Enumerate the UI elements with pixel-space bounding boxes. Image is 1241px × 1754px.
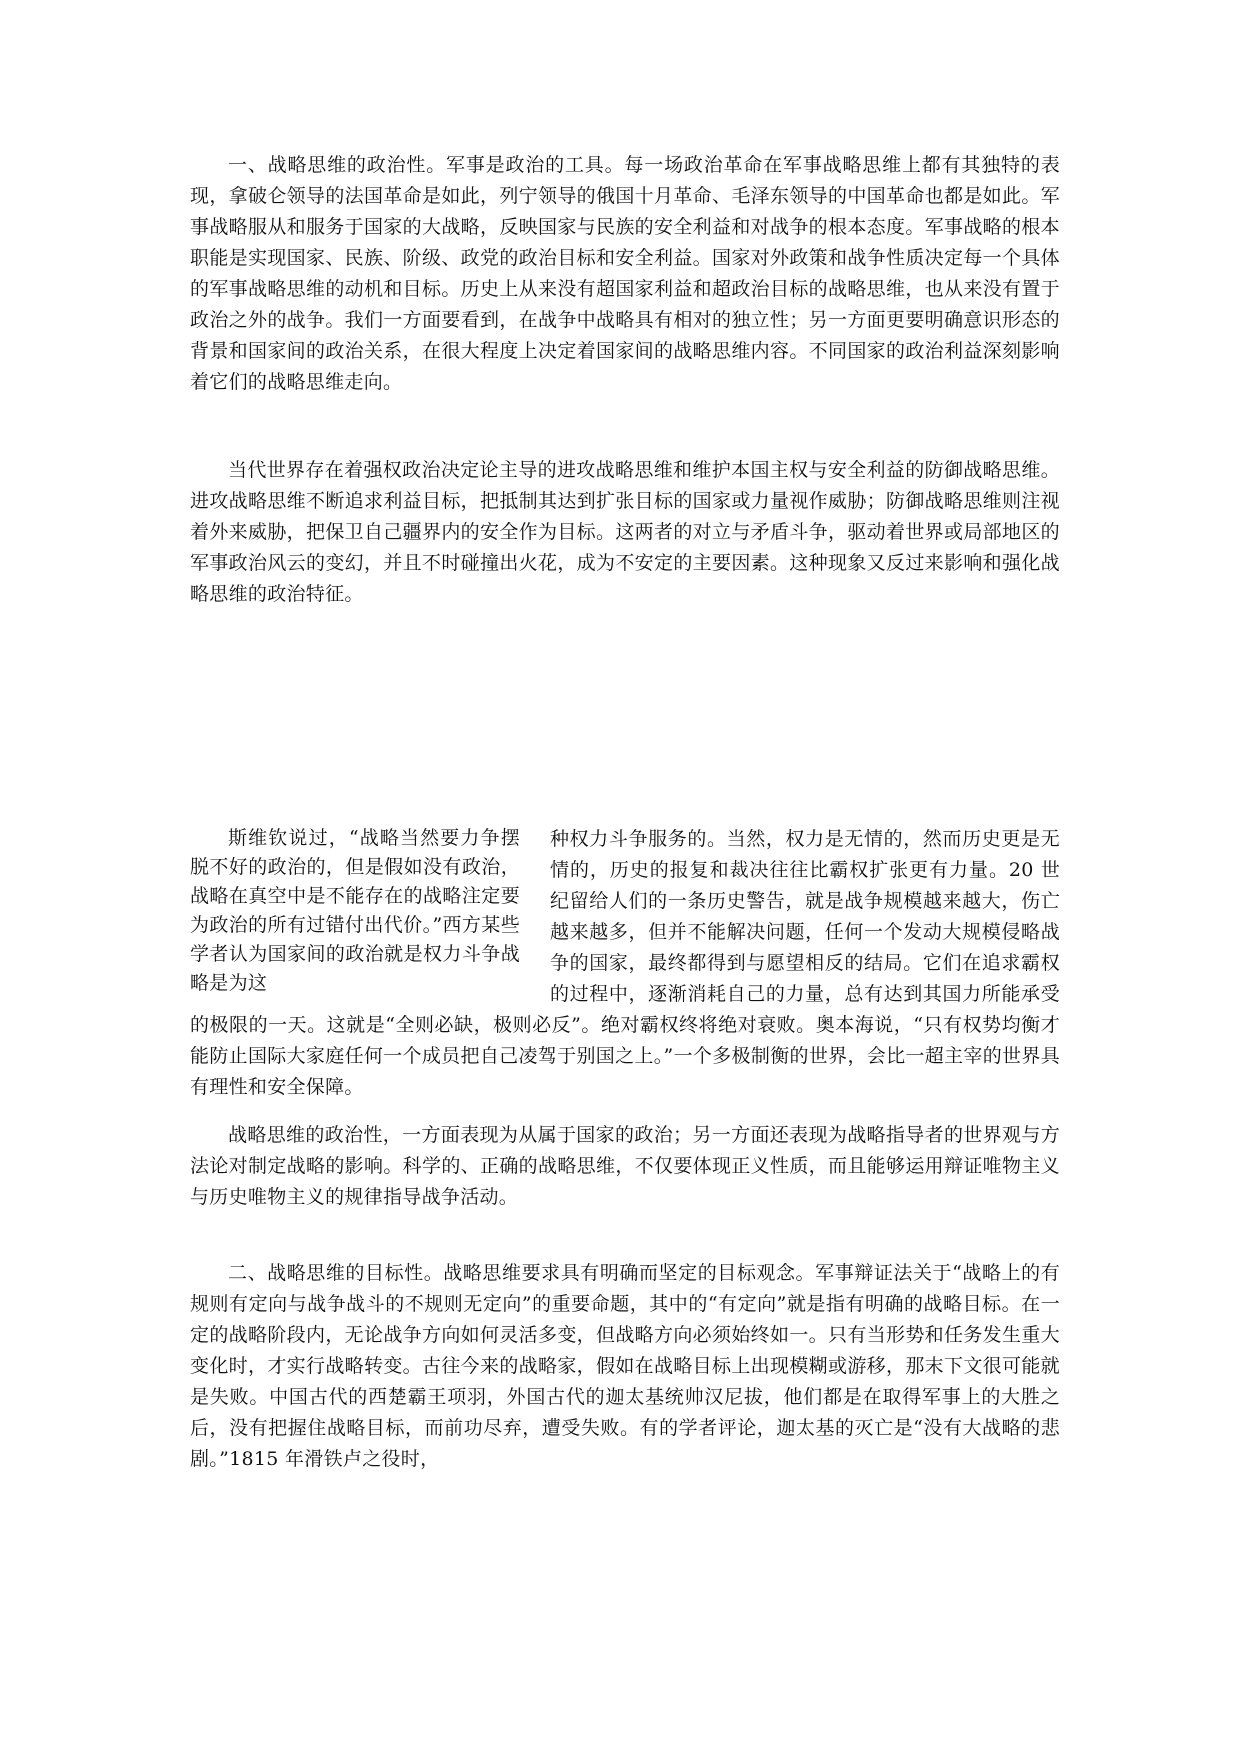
quote-continuation-text: 种权力斗争服务的。当然，权力是无情的，然而历史更是无情的，历史的报复和裁决往往比霸权扩张更有力量。20 世纪留给人们的一条历史警告，就是战争规模越来越大，伤亡越来越多，但并不能解决问题，任何一个发动大规模侵略战争的国家，最终都得到与愿望相反的结局。它们在追求霸权的过程中，逐渐消耗自己的力量，总有达到其国力所能承受的极限的一天。这就是“全则必缺，极则必反”。绝对霸权终将绝对衰败。奥本海说，“只有权势均衡才能防止国际大家庭任何一个成员把自己凌驾于别国之上。”一个多极制衡的世界，会比一超主宰的世界具有理性和安全保障。 (190, 828, 1060, 1098)
paragraph-goal-orientation: 二、战略思维的目标性。战略思维要求具有明确而坚定的目标观念。军事辩证法关于“战略上的有规则有定向与战争战斗的不规则无定向”的重要命题，其中的“有定向”就是指有明确的战略目标。在一定的战略阶段内，无论战争方向如何灵活多变，但战略方向必须始终如一。只有当形势和任务发生重大变化时，才实行战略转变。古往今来的战略家，假如在战略目标上出现模糊或游移，那末下文很可能就是失败。中国古代的西楚霸王项羽，外国古代的迦太基统帅汉尼拔，他们都是在取得军事上的大胜之后，没有把握住战略目标，而前功尽弃，遭受失败。有的学者评论，迦太基的灭亡是“没有大战略的悲剧。”1815 年滑铁卢之役时， (190, 1262, 1060, 1470)
paragraph-political-nature: 一、战略思维的政治性。军事是政治的工具。每一场政治革命在军事战略思维上都有其独特的表现，拿破仑领导的法国革命是如此，列宁领导的俄国十月革命、毛泽东领导的中国革命也都是如此。军事战略服从和服务于国家的大战略，反映国家与民族的安全利益和对战争的根本态度。军事战略的根本职能是实现国家、民族、阶级、政党的政治目标和安全利益。国家对外政策和战争性质决定每一个具体的军事战略思维的动机和目标。历史上从来没有超国家利益和超政治目标的战略思维，也从来没有置于政治之外的战争。我们一方面要看到，在战争中战略具有相对的独立性；另一方面更要明确意识形态的背景和国家间的政治关系，在很大程度上决定着国家间的战略思维内容。不同国家的政治利益深刻影响着它们的战略思维走向。 (190, 154, 1060, 393)
paragraph-svechin-quote (190, 824, 1060, 1103)
quote-float-text: 斯维钦说过，“战略当然要力争摆脱不好的政治的，但是假如没有政治，战略在真空中是不能存在的战略注定要为政治的所有过错付出代价。”西方某些学者认为国家间的政治就是权力斗争战略是为这 (190, 827, 520, 994)
paragraph-offense-defense: 当代世界存在着强权政治决定论主导的进攻战略思维和维护本国主权与安全利益的防御战略思维。进攻战略思维不断追求利益目标，把抵制其达到扩张目标的国家或力量视作威胁；防御战略思维则注视着外来威胁，把保卫自己疆界内的安全作为目标。这两者的对立与矛盾斗争，驱动着世界或局部地区的军事政治风云的变幻，并且不时碰撞出火花，成为不安定的主要因素。这种现象又反过来影响和强化战略思维的政治特征。 (190, 459, 1060, 605)
paragraph-political-summary: 战略思维的政治性，一方面表现为从属于国家的政治；另一方面还表现为战略指导者的世界观与方法论对制定战略的影响。科学的、正确的战略思维，不仅要体现正义性质，而且能够运用辩证唯物主义与历史唯物主义的规律指导战争活动。 (190, 1124, 1060, 1208)
